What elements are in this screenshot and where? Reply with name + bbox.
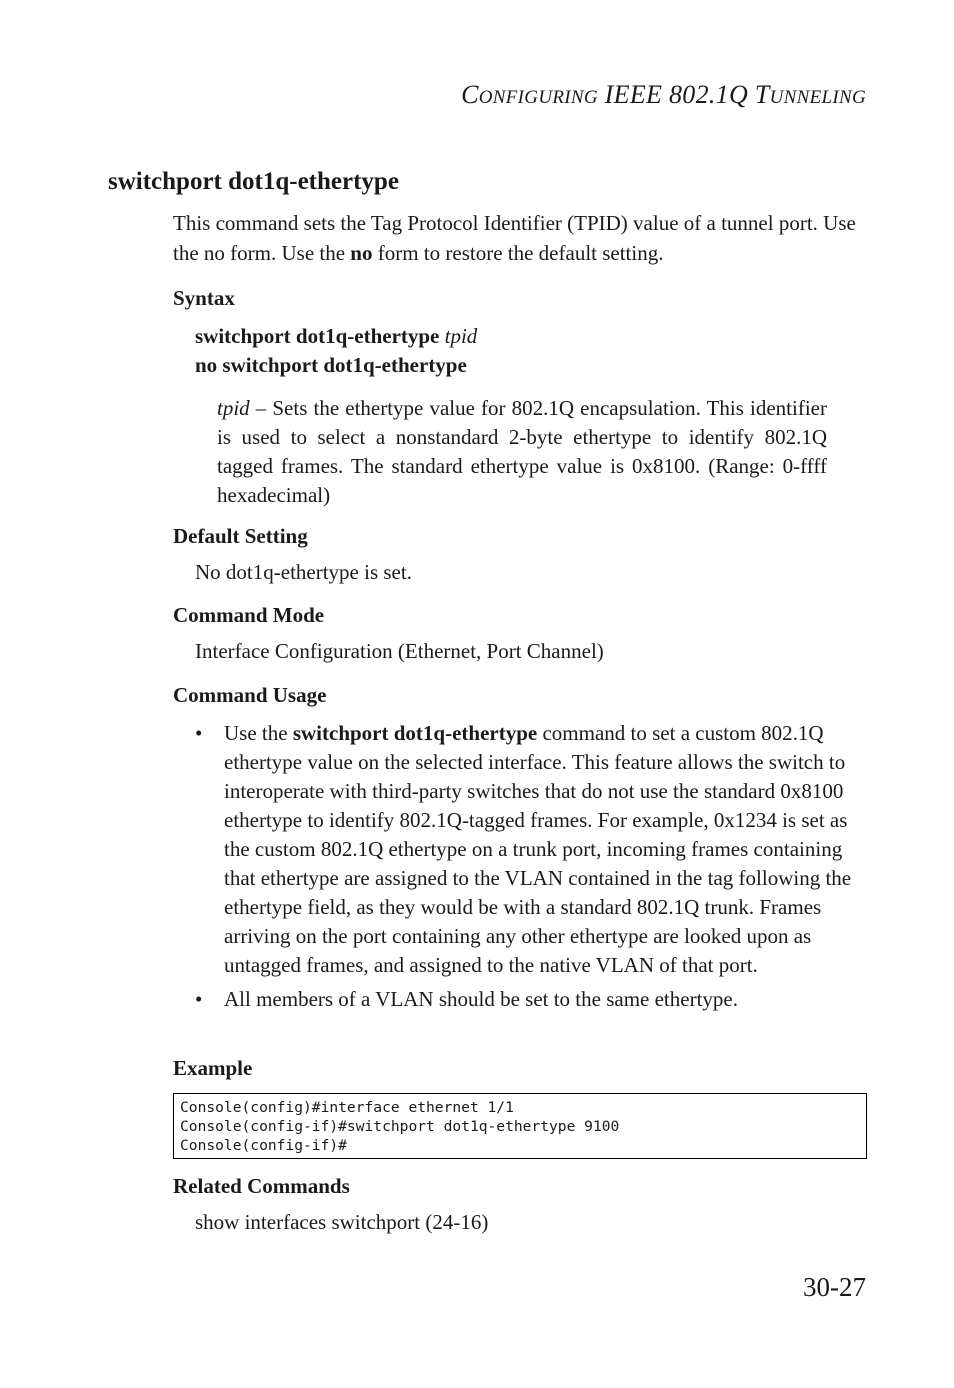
syntax-line-2	[195, 351, 477, 380]
usage-item2-text: All members of a VLAN should be set to the same ethertype.	[224, 987, 738, 1011]
running-header-ieee: IEEE 802.1Q	[597, 80, 755, 109]
related-commands-text: show interfaces switchport (24-16)	[195, 1210, 489, 1234]
page-title: switchport dot1q-ethertype	[108, 168, 399, 195]
list-item	[195, 719, 865, 980]
code-line: Console(config)#interface ethernet 1/1	[180, 1099, 514, 1116]
running-header-tunneling: UNNELING	[769, 87, 866, 108]
param-name: tpid	[217, 396, 250, 420]
default-setting-text: No dot1q-ethertype is set.	[195, 560, 412, 584]
syntax-line-1	[195, 322, 477, 351]
intro-no-keyword: no	[350, 241, 373, 265]
syntax-command: switchport dot1q-ethertype	[195, 324, 440, 348]
list-item	[195, 985, 865, 1014]
command-mode-heading: Command Mode	[173, 603, 325, 627]
related-commands-heading: Related Commands	[173, 1174, 350, 1198]
example-code-block	[173, 1093, 867, 1159]
bullet-icon: •	[195, 721, 203, 745]
default-setting-heading: Default Setting	[173, 524, 308, 548]
intro-text-pre: This command sets the Tag Protocol Identifier (TPID) value of a tunnel port. Use the no form. Use the	[173, 211, 856, 265]
command-usage-heading: Command Usage	[173, 683, 327, 707]
code-line: Console(config-if)#switchport dot1q-ethertype 9100	[180, 1118, 620, 1135]
running-header-c: C	[461, 80, 479, 109]
usage-item1-post: command to set a custom 802.1Q ethertype value on the selected interface. This feature allows the switch to interoperate with third-party switches that do not use the standard 0x8100 ethertype to identify 802.1Q-tagged frames. For example, 0x1234 is set as the custom 802.1Q ethertype on a trunk port, incoming frames containing that ethertype are assigned to the VLAN contained in the tag following the ethertype field, as they would be with a standard 802.1Q trunk. Frames arriving on the port containing any other ethertype are looked upon as untagged frames, and assigned to the native VLAN of that port.	[224, 721, 852, 977]
syntax-param: tpid	[444, 324, 478, 348]
code-line: Console(config-if)#	[180, 1137, 347, 1154]
syntax-block	[195, 322, 477, 380]
syntax-no-command: no switchport dot1q-ethertype	[195, 353, 467, 377]
bullet-icon: •	[195, 987, 203, 1011]
running-header-configuring: ONFIGURING	[478, 87, 598, 108]
running-header	[461, 80, 866, 110]
page-number: 30-27	[803, 1272, 866, 1302]
param-description	[217, 394, 827, 510]
running-header-t: T	[754, 80, 770, 109]
command-usage-list	[195, 719, 865, 1014]
intro-text-post: form to restore the default setting.	[372, 241, 664, 265]
command-mode-text: Interface Configuration (Ethernet, Port Channel)	[195, 639, 604, 663]
intro-paragraph	[173, 208, 863, 268]
usage-item1-pre: Use the	[224, 721, 293, 745]
usage-item1-command: switchport dot1q-ethertype	[292, 721, 538, 745]
syntax-heading: Syntax	[173, 286, 235, 310]
example-heading: Example	[173, 1056, 253, 1080]
param-desc-text: – Sets the ethertype value for 802.1Q encapsulation. This identifier is used to select a nonstandard 2-byte ethertype to identify 802.1Q tagged frames. The standard ethertype value is 0x8100. (Range: 0-ffff hexadecimal)	[217, 396, 827, 507]
